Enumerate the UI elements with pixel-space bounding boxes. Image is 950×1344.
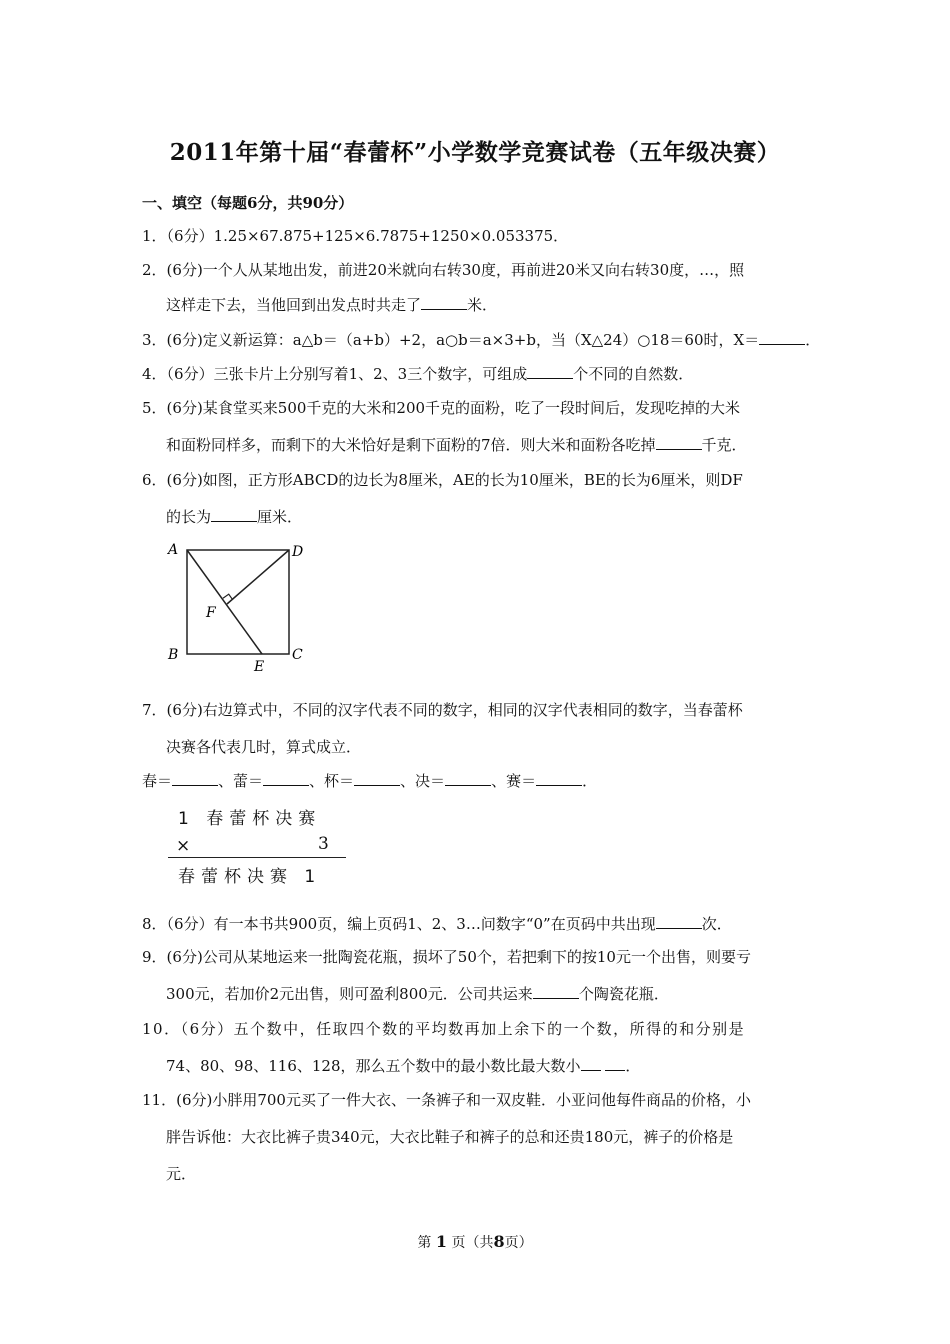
- answer-blank[interactable]: [656, 435, 702, 450]
- section-heading: 一、填空（每题6分，共90分）: [142, 194, 354, 212]
- page-number: 1: [435, 1232, 447, 1251]
- answer-label: 、决＝: [400, 772, 446, 790]
- question-7-answers: [142, 771, 812, 791]
- q4-text-end: 个不同的自然数．: [573, 365, 694, 383]
- q5-text: 和面粉同样多，而剩下的大米恰好是剩下面粉的7倍．则大米和面粉各吃掉: [166, 436, 656, 454]
- q10-text: 74、80、98、116、128，那么五个数中的最小数比最大数小: [166, 1057, 581, 1075]
- footer-text: 页（共: [451, 1235, 494, 1251]
- question-7-line1: 7．(6分)右边算式中，不同的汉字代表不同的数字，相同的汉字代表相同的数字，当春蕾杯: [142, 701, 743, 719]
- segment-df: [227, 550, 289, 604]
- question-4: [142, 364, 812, 384]
- total-pages: 8: [493, 1232, 505, 1251]
- q6-text: 的长为: [166, 508, 212, 526]
- question-5-line2: [166, 435, 747, 455]
- answer-blank[interactable]: [211, 507, 257, 522]
- answer-blank[interactable]: [759, 330, 805, 345]
- square-abcd-figure: [160, 538, 320, 678]
- label-b: B: [168, 647, 179, 663]
- puzzle-row-3: 春蕾杯决赛 1: [178, 867, 322, 887]
- multiplication-puzzle: [166, 800, 356, 890]
- puzzle-multiplier: 3: [318, 834, 335, 854]
- answer-blank[interactable]: [263, 771, 309, 786]
- question-9-line1: 9．(6分)公司从某地运来一批陶瓷花瓶，损坏了50个，若把剩下的按10元一个出售，则要亏: [142, 948, 751, 966]
- label-c: C: [292, 647, 303, 663]
- q2-text: 这样走下去，当他回到出发点时共走了: [166, 296, 422, 314]
- q3-text: 3．(6分)定义新运算：a△b＝（a+b）+2，a○b＝a×3+b，当（X△24）○18＝60时，X＝: [142, 331, 760, 349]
- footer-text: 第: [417, 1235, 432, 1251]
- question-2-line2: [166, 295, 497, 315]
- q10-text-end: ．: [625, 1057, 641, 1075]
- answer-label: 春＝: [142, 772, 173, 790]
- label-e: E: [254, 659, 265, 675]
- q6-text-end: 厘米．: [257, 508, 303, 526]
- question-2-line1: 2．(6分)一个人从某地出发，前进20米就向右转30度，再前进20米又向右转30度，…，照: [142, 261, 745, 279]
- label-f: F: [206, 605, 216, 621]
- page-footer: [0, 1232, 950, 1252]
- answer-blank[interactable]: [533, 984, 579, 999]
- question-8: [142, 914, 812, 934]
- answer-blank-2[interactable]: [605, 1056, 625, 1071]
- question-6-line1: 6．(6分)如图，正方形ABCD的边长为8厘米，AE的长为10厘米，BE的长为6厘米，则DF: [142, 471, 743, 489]
- q9-text-end: 个陶瓷花瓶．: [578, 985, 669, 1003]
- q5-text-end: 千克．: [701, 436, 747, 454]
- page-title: 2011年第十届“春蕾杯”小学数学竞赛试卷（五年级决赛）: [169, 139, 781, 166]
- answer-blank[interactable]: [536, 771, 582, 786]
- right-angle-mark: [223, 593, 234, 600]
- q2-text-end: 米．: [467, 296, 498, 314]
- answer-label: ．: [582, 772, 598, 790]
- puzzle-times-sign: ×: [176, 836, 197, 856]
- question-6-line2: [166, 507, 302, 527]
- answer-blank[interactable]: [445, 771, 491, 786]
- question-3: [142, 330, 821, 350]
- square-abcd: [187, 550, 289, 654]
- puzzle-row-1: 1 春蕾杯决赛: [178, 809, 322, 829]
- answer-label: 、蕾＝: [218, 772, 264, 790]
- answer-label: 、赛＝: [491, 772, 537, 790]
- question-11-line2: 胖告诉他：大衣比裤子贵340元，大衣比鞋子和裤子的总和还贵180元，裤子的价格是: [166, 1128, 734, 1146]
- label-a: A: [168, 542, 179, 558]
- answer-blank[interactable]: [656, 914, 702, 929]
- answer-blank[interactable]: [581, 1056, 601, 1071]
- question-9-line2: [166, 984, 669, 1004]
- answer-blank[interactable]: [354, 771, 400, 786]
- answer-blank[interactable]: [421, 295, 467, 310]
- label-d: D: [292, 544, 304, 560]
- q8-text-end: 次．: [701, 915, 732, 933]
- footer-text: 页）: [504, 1235, 533, 1251]
- puzzle-rule: [168, 857, 346, 858]
- segment-ae: [187, 550, 262, 654]
- question-5-line1: 5．(6分)某食堂买来500千克的大米和200千克的面粉，吃了一段时间后，发现吃掉的大米: [142, 399, 741, 417]
- q9-text: 300元，若加价2元出售，则可盈利800元．公司共运来: [166, 985, 533, 1003]
- q4-text: 4．（6分）三张卡片上分别写着1、2、3三个数字，可组成: [142, 365, 528, 383]
- question-10-line2: [166, 1056, 640, 1076]
- question-11-line3: 元．: [166, 1165, 197, 1183]
- answer-blank[interactable]: [527, 364, 573, 379]
- question-7-line2: 决赛各代表几时，算式成立．: [166, 738, 362, 756]
- question-1: 1．（6分）1.25×67.875+125×6.7875+1250×0.053375．: [142, 227, 569, 245]
- q8-text: 8．（6分）有一本书共900页，编上页码1、2、3…问数字“0”在页码中共出现: [142, 915, 656, 933]
- answer-label: 、杯＝: [309, 772, 355, 790]
- question-11-line1: 11．(6分)小胖用700元买了一件大衣、一条裤子和一双皮鞋．小亚问他每件商品的价格，小: [142, 1091, 751, 1109]
- answer-blank[interactable]: [172, 771, 218, 786]
- question-10-line1: 10．（6分）五个数中，任取四个数的平均数再加上余下的一个数，所得的和分别是: [142, 1020, 746, 1038]
- q3-text-end: ．: [805, 331, 821, 349]
